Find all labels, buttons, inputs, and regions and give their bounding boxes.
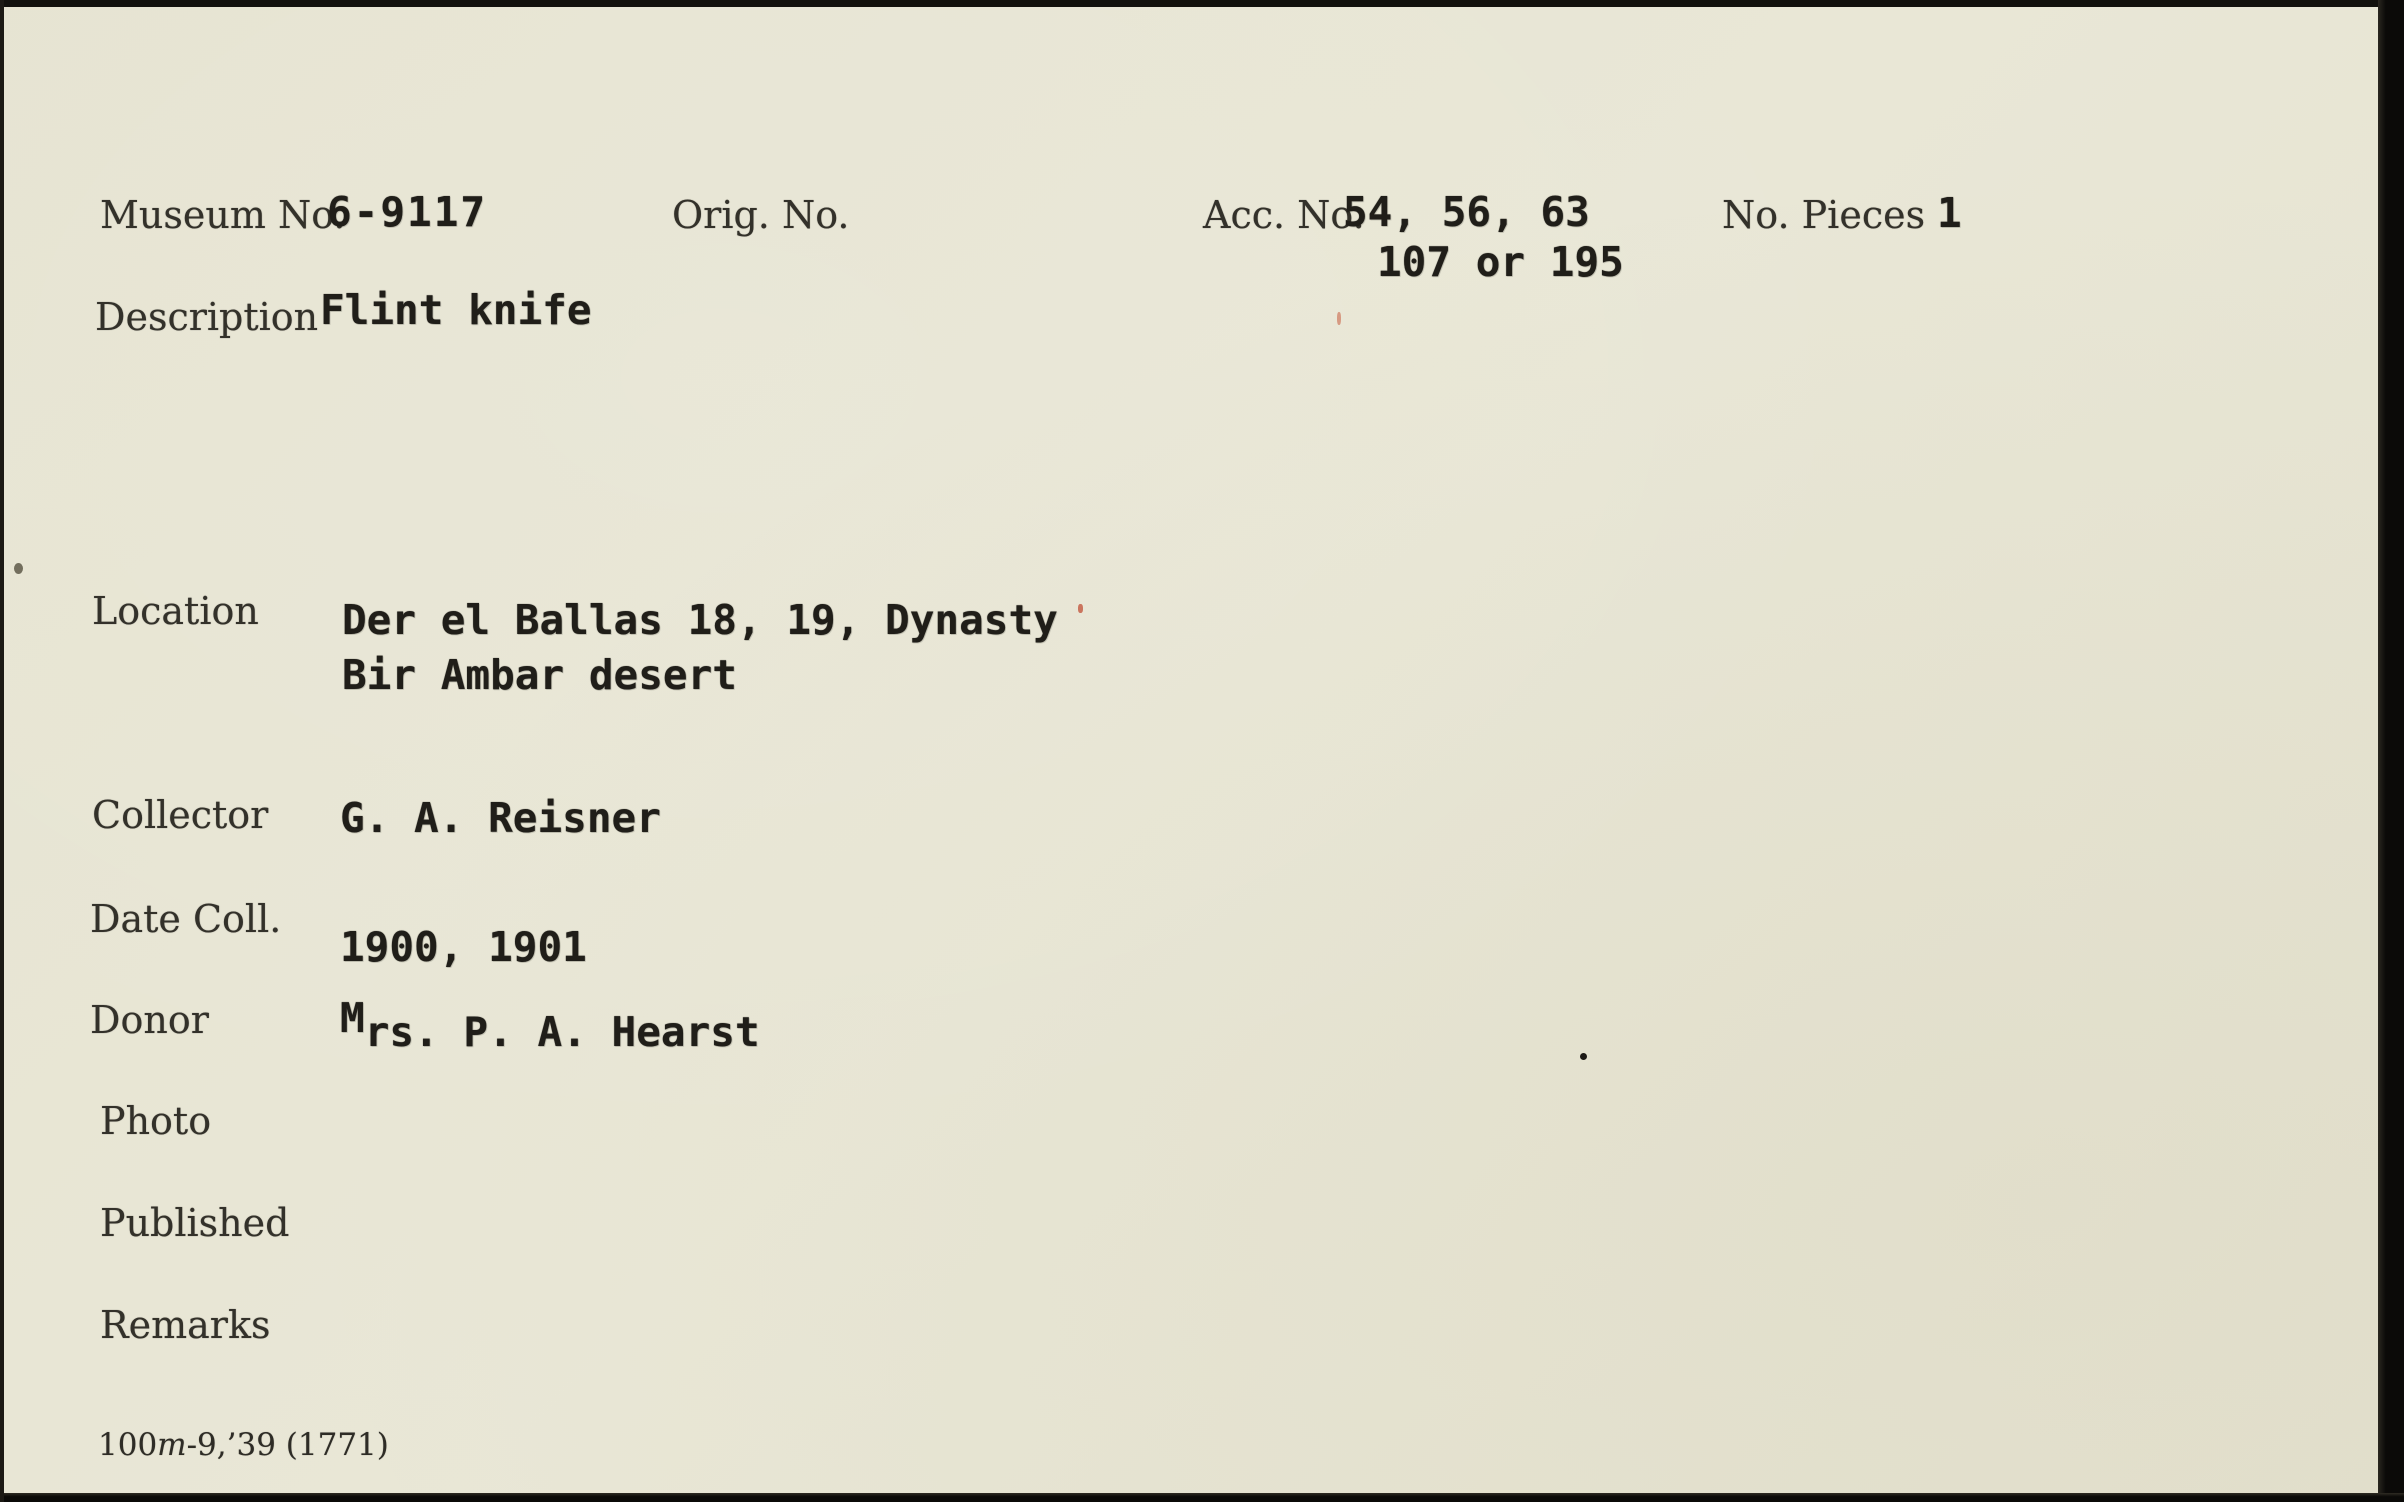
photo-label: Photo [100,1099,212,1143]
acc-no-value-line2: 107 or 195 [1377,238,1624,286]
acc-no-label: Acc. No. [1203,193,1365,237]
museum-no-value: 6-9117 [327,188,488,236]
form-number [98,1427,389,1463]
collector-value: G. A. Reisner [340,794,661,842]
museum-no-label: Museum No. [100,193,346,237]
scan-edge-bottom [0,1493,2404,1502]
location-value-line1: Der el Ballas 18, 19, Dynasty [342,596,1058,644]
no-pieces-value: 1 [1937,189,1962,237]
scan-edge-right [2378,0,2404,1502]
left-edge-speck [14,563,23,574]
no-pieces-label: No. Pieces [1722,193,1926,237]
red-speck-small [1337,312,1341,325]
scan-edge-left [0,0,4,1502]
ink-dot-speck [1580,1053,1587,1060]
remarks-label: Remarks [100,1303,271,1347]
orig-no-label: Orig. No. [672,193,850,237]
donor-value-initial: M [340,994,365,1042]
location-value-line2: Bir Ambar desert [342,651,737,699]
form-number-italic: m [157,1427,187,1463]
location-label: Location [92,589,259,633]
form-number-prefix: 100 [98,1427,158,1463]
date-coll-value: 1900, 1901 [340,923,587,971]
date-coll-label: Date Coll. [90,897,282,941]
donor-value-rest: rs. P. A. Hearst [364,1008,760,1056]
red-speck [1078,604,1083,613]
collector-label: Collector [92,793,269,837]
donor-label: Donor [90,998,209,1042]
published-label: Published [100,1201,290,1245]
scan-edge-top [0,0,2404,7]
form-number-suffix: -9,’39 (1771) [186,1427,389,1463]
acc-no-value-line1: 54, 56, 63 [1343,188,1590,236]
description-label: Description [95,295,319,339]
description-value: Flint knife [320,286,592,334]
donor-value [340,994,760,1056]
